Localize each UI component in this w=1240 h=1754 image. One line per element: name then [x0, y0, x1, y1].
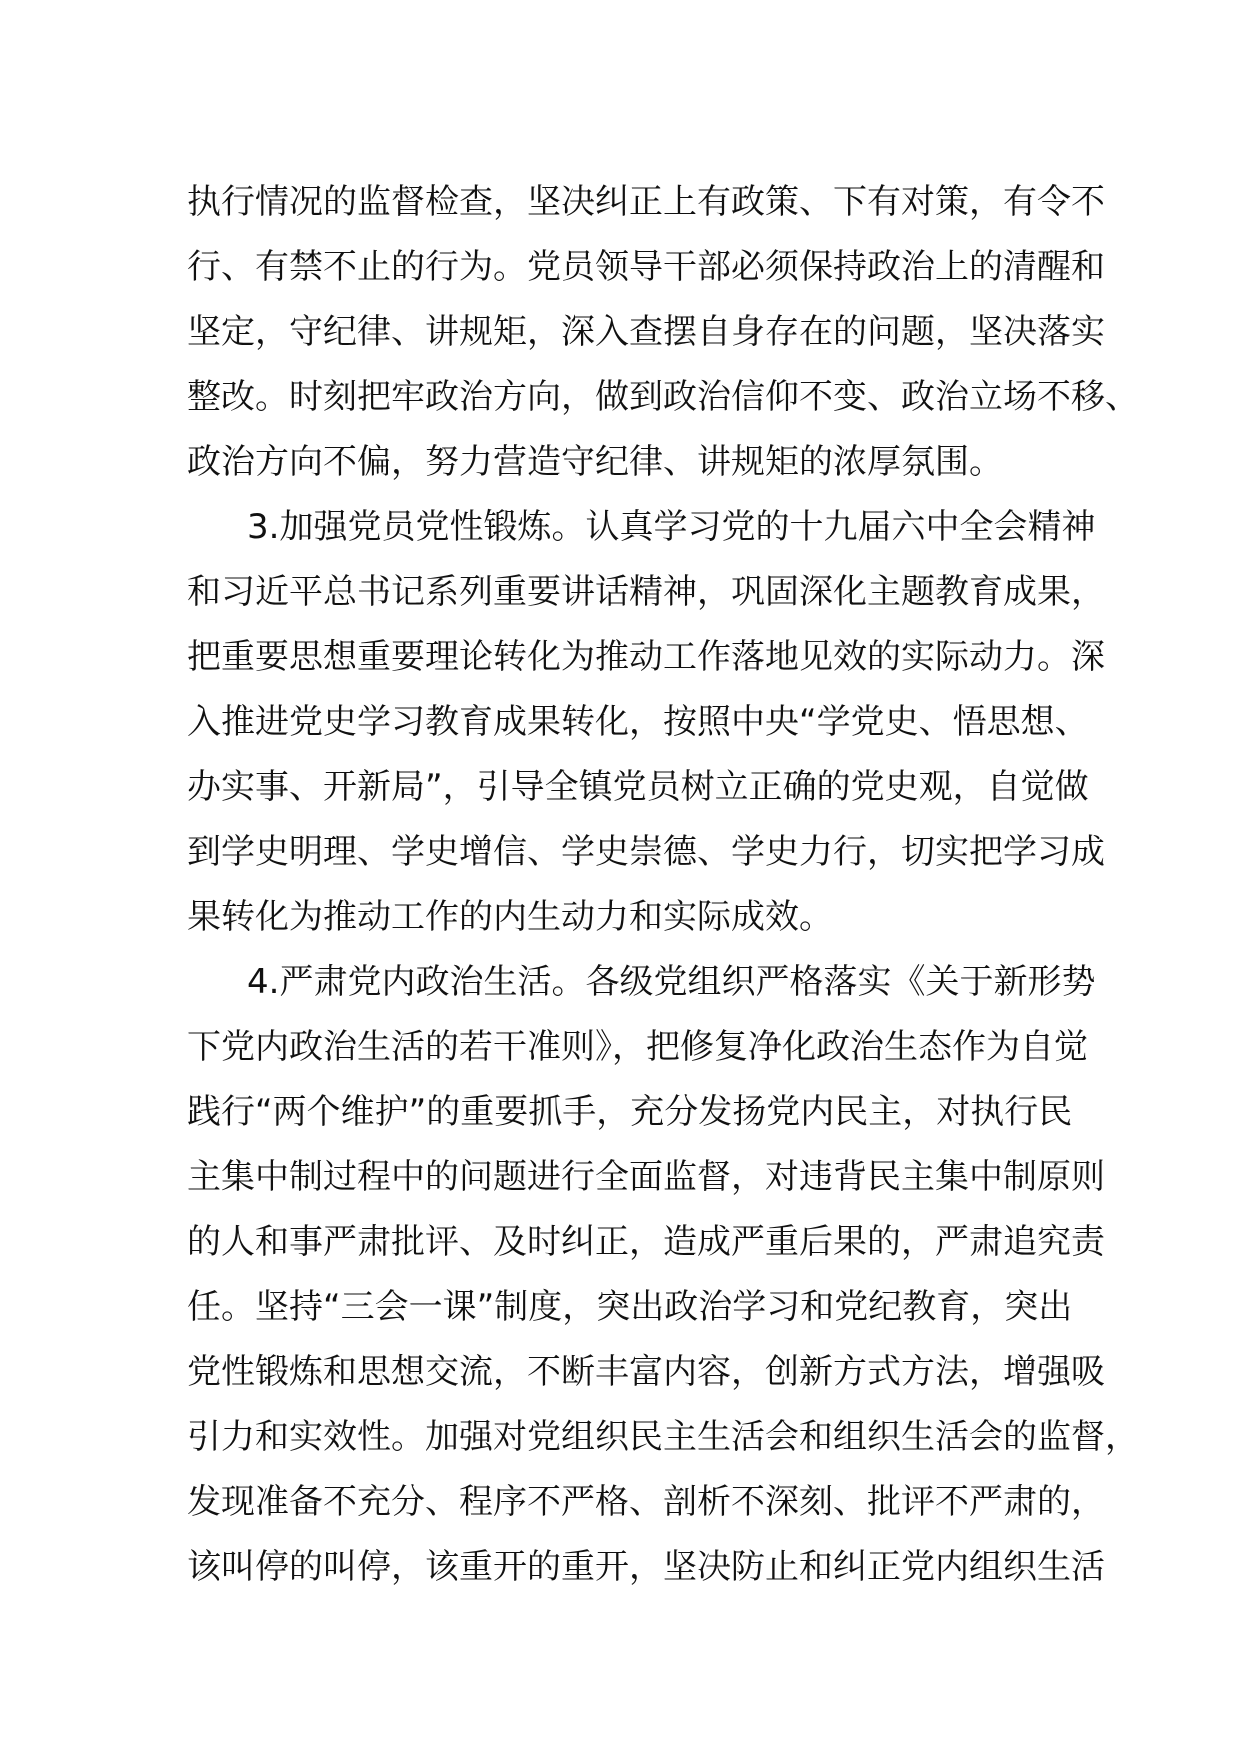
text-line: 整改。时刻把牢政治方向，做到政治信仰不变、政治立场不移、 — [187, 377, 1139, 417]
text-line: 该叫停的叫停，该重开的重开，坚决防止和纠正党内组织生活 — [187, 1547, 1105, 1587]
text-line: 4.严肃党内政治生活。各级党组织严格落实《关于新形势 — [247, 962, 1096, 1002]
text-line: 下党内政治生活的若干准则》，把修复净化政治生态作为自觉 — [187, 1027, 1088, 1067]
text-line: 果转化为推动工作的内生动力和实际成效。 — [187, 897, 833, 937]
text-line: 政治方向不偏，努力营造守纪律、讲规矩的浓厚氛围。 — [187, 442, 1003, 482]
text-line: 的人和事严肃批评、及时纠正，造成严重后果的，严肃追究责 — [187, 1222, 1105, 1262]
text-line: 办实事、开新局”，引导全镇党员树立正确的党史观，自觉做 — [187, 767, 1089, 807]
text-line: 主集中制过程中的问题进行全面监督，对违背民主集中制原则 — [187, 1157, 1105, 1197]
text-line: 引力和实效性。加强对党组织民主生活会和组织生活会的监督， — [187, 1417, 1139, 1457]
text-line: 践行“两个维护”的重要抓手，充分发扬党内民主，对执行民 — [187, 1092, 1073, 1132]
text-line: 行、有禁不止的行为。党员领导干部必须保持政治上的清醒和 — [187, 247, 1105, 287]
text-line: 到学史明理、学史增信、学史崇德、学史力行，切实把学习成 — [187, 832, 1105, 872]
text-line: 发现准备不充分、程序不严格、剖析不深刻、批评不严肃的， — [187, 1482, 1105, 1522]
text-line: 坚定，守纪律、讲规矩，深入查摆自身存在的问题，坚决落实 — [187, 312, 1105, 352]
text-line: 和习近平总书记系列重要讲话精神，巩固深化主题教育成果， — [187, 572, 1105, 612]
text-line: 把重要思想重要理论转化为推动工作落地见效的实际动力。深 — [187, 637, 1105, 677]
text-line: 3.加强党员党性锻炼。认真学习党的十九届六中全会精神 — [247, 507, 1096, 547]
text-line: 党性锻炼和思想交流，不断丰富内容，创新方式方法，增强吸 — [187, 1352, 1105, 1392]
text-line: 入推进党史学习教育成果转化，按照中央“学党史、悟思想、 — [187, 702, 1089, 742]
document-body — [187, 170, 1139, 1600]
text-line: 任。坚持“三会一课”制度，突出政治学习和党纪教育，突出 — [187, 1287, 1073, 1327]
text-line: 执行情况的监督检查，坚决纠正上有政策、下有对策，有令不 — [187, 182, 1105, 222]
